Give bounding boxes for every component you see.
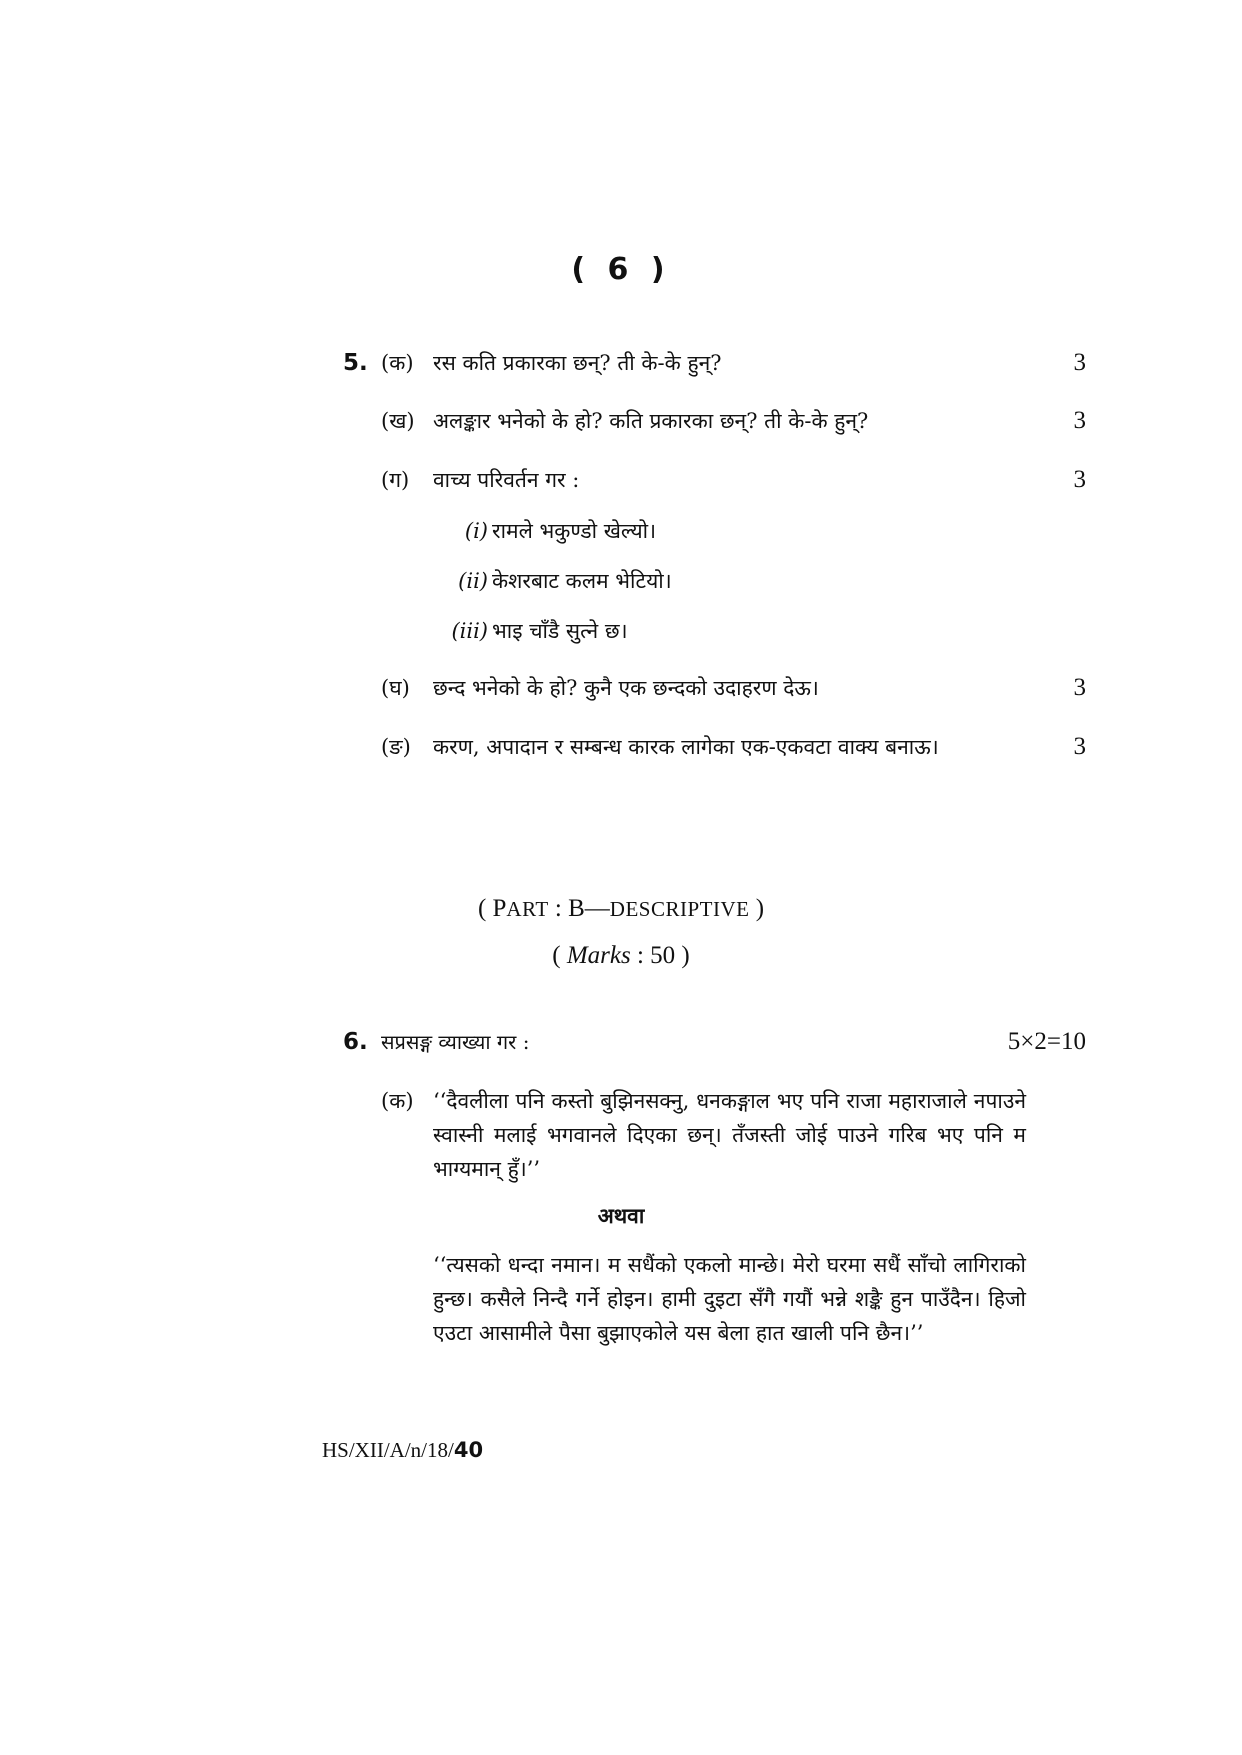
q5-ga-sub-ii-label: (ii) <box>458 569 488 593</box>
q5-item-ka-label: (क) <box>381 351 414 375</box>
q5-item-nga-marks: 3 <box>1073 733 1086 760</box>
q5-ga-sub-i-label: (i) <box>464 519 488 543</box>
q5-ga-sub-ii-text: केशरबाट कलम भेटियो। <box>492 569 672 593</box>
question-5-number: 5. <box>343 350 368 376</box>
q5-item-kha-marks: 3 <box>1073 407 1086 434</box>
q6-passage-1: ‘‘दैवलीला पनि कस्तो बुझिनसक्नु, धनकङ्गाल भए पनि राजा महाराजाले नपाउने स्वास्नी मलाई भगवानले दिएका छन्। तँजस्ती जोई पाउने गरिब भए पनि म भाग्यमान् हुँ।’’ <box>433 1089 1026 1181</box>
q5-item-ga-text: वाच्य परिवर्तन गर : <box>433 468 580 492</box>
q5-item-ga-marks: 3 <box>1073 466 1086 493</box>
q5-item-ka-marks: 3 <box>1073 349 1086 376</box>
question-6-number: 6. <box>343 1029 368 1055</box>
q6-item-ka-label: (क) <box>381 1089 414 1113</box>
q5-item-gha-marks: 3 <box>1073 674 1086 701</box>
q5-item-nga-text: करण, अपादान र सम्बन्ध कारक लागेका एक-एकवटा वाक्य बनाऊ। <box>433 735 939 759</box>
q5-item-ga-label: (ग) <box>381 468 410 492</box>
q5-item-kha-label: (ख) <box>381 409 415 433</box>
q6-passage-2: ‘‘त्यसको धन्दा नमान। म सधैंको एकलो मान्छे। मेरो घरमा सधैं साँचो लागिराको हुन्छ। कसैले निन्दै गर्ने होइन। हामी दुइटा सँगै गयौं भन्ने शङ्कै हुन पाउँदैन। हिजो एउटा आसामीले पैसा बुझाएकोले यस बेला हात खाली पनि छैन।’’ <box>433 1253 1026 1345</box>
part-b-title: ( PART : B—DESCRIPTIVE ) <box>477 895 765 922</box>
paper-code-footer: HS/XII/A/n/18/40 <box>322 1438 484 1462</box>
q6-marks: 5×2=10 <box>1007 1028 1086 1055</box>
q5-ga-sub-iii-text: भाइ चाँडै सुत्ने छ। <box>492 619 628 643</box>
q5-item-nga-label: (ङ) <box>381 735 411 759</box>
q6-instruction: सप्रसङ्ग व्याख्या गर : <box>381 1030 530 1054</box>
q6-or-divider: अथवा <box>597 1203 645 1228</box>
q5-item-gha-label: (घ) <box>381 676 410 700</box>
part-b-marks: ( Marks : 50 ) <box>552 942 690 969</box>
q5-ga-sub-iii-label: (iii) <box>451 619 488 643</box>
page-number: ( 6 ) <box>571 252 671 287</box>
q5-ga-sub-i-text: रामले भकुण्डो खेल्यो। <box>492 519 657 543</box>
q5-item-gha-text: छन्द भनेको के हो? कुनै एक छन्दको उदाहरण देऊ। <box>433 676 819 700</box>
q5-item-ka-text: रस कति प्रकारका छन्? ती के-के हुन्? <box>433 351 722 375</box>
q5-item-kha-text: अलङ्कार भनेको के हो? कति प्रकारका छन्? ती के-के हुन्? <box>433 409 869 433</box>
